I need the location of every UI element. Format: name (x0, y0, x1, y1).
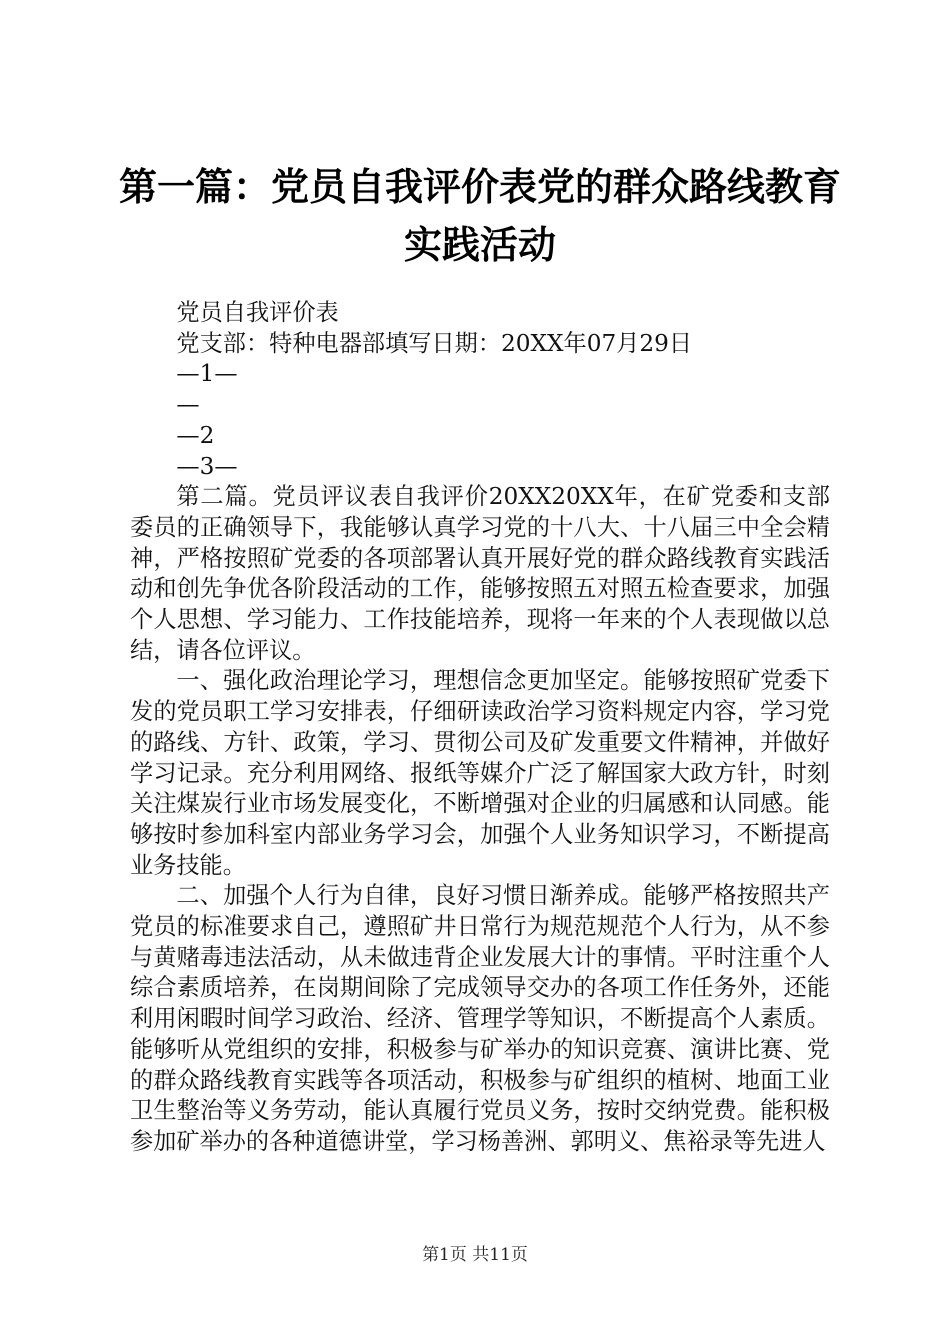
paragraph-intro: 第二篇。党员评议表自我评价20XX20XX年，在矿党委和支部委员的正确领导下，我能够认真学习党的十八大、十八届三中全会精神，严格按照矿党委的各项部署认真开展好党的群众路线教育实践活动和创先争优各阶段活动的工作，能够按照五对照五检查要求，加强个人思想、学习能力、工作技能培养，现将一年来的个人表现做以总结，请各位评议。 (130, 483, 830, 664)
paragraph-section-2: 二、加强个人行为自律，良好习惯日渐养成。能够严格按照共产党员的标准要求自己，遵照矿井日常行为规范规范个人行为，从不参与黄赌毒违法活动，从未做违背企业发展大计的事情。平时注重个人综合素质培养，在岗期间除了完成领导交办的各项工作任务外，还能利用闲暇时间学习政治、经济、管理学等知识，不断提高个人素质。能够听从党组织的安排，积极参与矿举办的知识竞赛、演讲比赛、党的群众路线教育实践等各项活动，积极参与矿组织的植树、地面工业卫生整治等义务劳动，能认真履行党员义务，按时交纳党费。能积极参加矿举办的各种道德讲堂，学习杨善洲、郭明义、焦裕录等先进人 (130, 882, 830, 1155)
page-marker-dash: — (176, 391, 200, 419)
document-title: 第一篇：党员自我评价表党的群众路线教育实践活动 (118, 164, 841, 267)
document-body (130, 298, 830, 1158)
page-marker-3: —3— (176, 452, 238, 480)
paragraph-section-1: 一、强化政治理论学习，理想信念更加坚定。能够按照矿党委下发的党员职工学习安排表，仔细研读政治学习资料规定内容，学习党的路线、方针、政策，学习、贯彻公司及矿发重要文件精神，并做好学习记录。充分利用网络、报纸等媒介广泛了解国家大政方针，时刻关注煤炭行业市场发展变化，不断增强对企业的归属感和认同感。能够按时参加科室内部业务学习会，加强个人业务知识学习，不断提高业务技能。 (130, 667, 830, 879)
page-marker-2: —2 (176, 421, 215, 449)
branch-date-line: 党支部：特种电器部填写日期：20XX年07月29日 (176, 329, 693, 357)
form-title-line: 党员自我评价表 (176, 299, 339, 326)
page-marker-1: —1— (176, 360, 238, 388)
page-footer: 第1页 共11页 (422, 1245, 528, 1265)
